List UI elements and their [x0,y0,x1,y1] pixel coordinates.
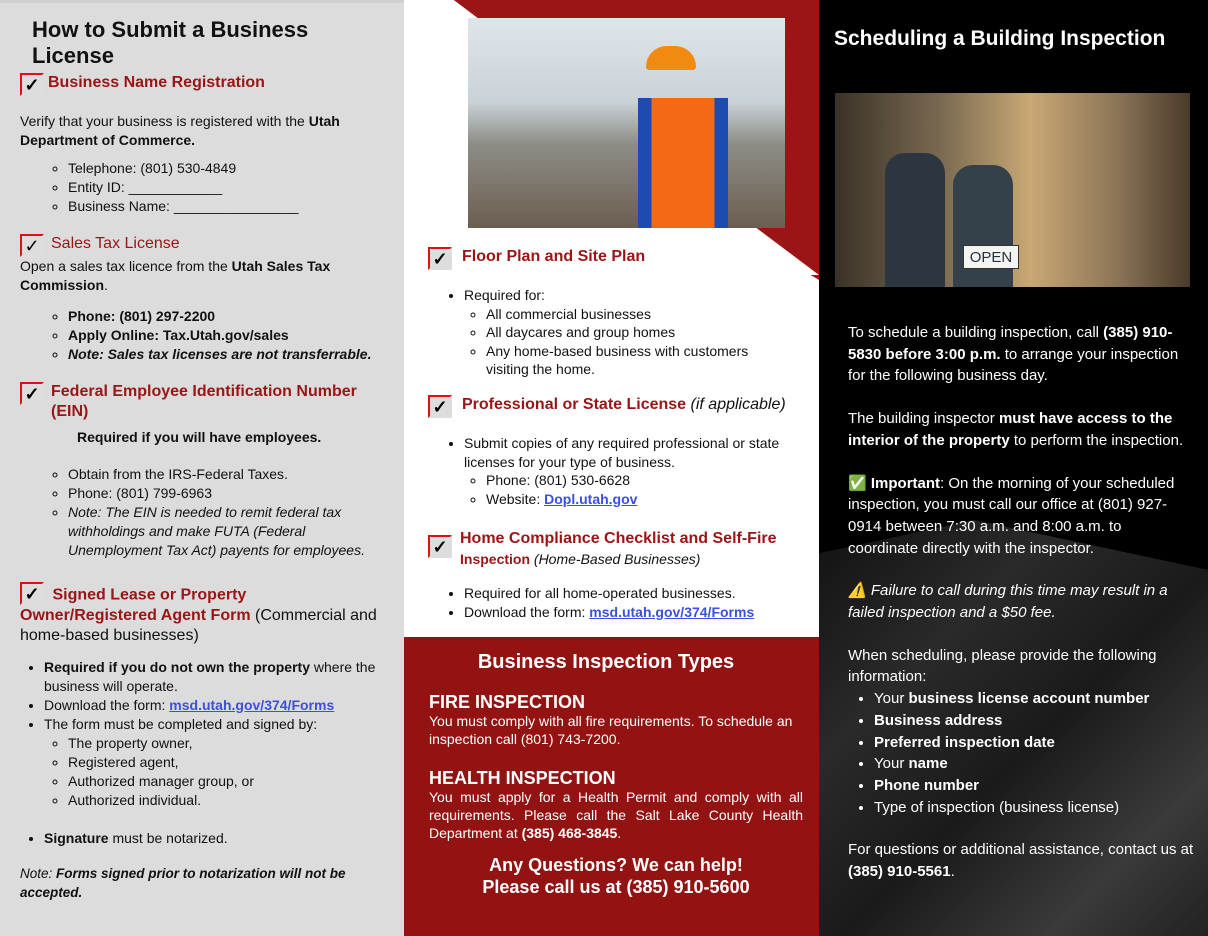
list [486,471,789,508]
fire-inspection-title: FIRE INSPECTION [429,692,586,712]
text: The building inspector [848,410,999,428]
list-item [464,603,789,622]
text: . [104,277,108,293]
warning-icon: ⚠️ [848,582,867,600]
info-list [874,688,1194,818]
text: Type of inspection (business license) [874,798,1120,816]
text: Download the form: [44,696,170,713]
paragraph [20,257,384,295]
text: . [617,825,622,841]
list-item [874,710,1194,732]
right-panel [819,0,1208,936]
heading-text: Sales Tax License [51,235,180,252]
checkmark-icon: ✓ [428,395,452,418]
check-mark-icon: ✅ [848,474,867,492]
section-heading [428,529,789,570]
text: You must apply for a Health Permit and comply with all requirements. Please call the Salt Lake County Health Department at [429,789,803,841]
section-heading [428,247,789,270]
text: Any Questions? We can help! [489,855,743,875]
floor-plan-section [428,243,789,379]
list [68,734,384,810]
list [68,307,384,364]
list-item [44,658,384,696]
heading-text [460,529,777,570]
list-item: ◦ Obtain from the IRS-Federal Taxes. [68,465,384,484]
checkmark-icon: ✓ [20,73,44,96]
heading-text: Business Name Registration [48,74,265,91]
questions-callout [429,854,803,898]
text: Your [874,690,909,708]
person-shape [885,153,945,287]
text: The form must be completed and signed by: [44,715,318,732]
list-item: ◦ Phone: (801) 799-6963 [68,484,384,503]
text: Signature [44,829,109,846]
heading-text: Floor Plan and Site Plan [462,248,646,265]
text: Download the form: [464,603,590,620]
list [486,305,789,379]
text: (385) 468-3845 [521,825,618,841]
checkmark-icon: ✓ [20,582,44,605]
list-item [874,753,1194,775]
text: To schedule a building inspection, call [848,324,1104,341]
list-item: ◦ Note: Sales tax licenses are not transferrable. [68,345,384,364]
paragraph [848,322,1194,387]
text: Failure to call during this time may result in a failed inspection and a $50 fee. [848,582,1168,622]
section-title: Business Inspection Types [477,651,735,673]
heading-text: (Commercial and home-based businesses) [20,606,377,644]
list-item: ◦ Entity ID: ____________ [68,178,384,197]
list-item: ◦ Registered agent, [68,753,384,772]
shop-owners-photo [835,93,1190,287]
list-item [44,715,384,810]
text: Utah Department of Commerce. [20,113,340,148]
subheading: Required if you will have employees. [77,429,322,445]
text: Forms signed prior to notarization will not be accepted. [20,865,346,900]
text: (Home-Based Businesses) [530,551,701,567]
panel-title: Scheduling a Building Inspection [834,27,1166,50]
list-item [874,732,1194,754]
list-item [44,829,384,848]
list-item: ◦ Business Name: ________________ [68,197,384,216]
list-item [464,434,789,508]
text: Home Compliance Checklist and Self-Fire [460,530,777,547]
worker-vest-shape [638,98,728,228]
health-inspection-title: HEALTH INSPECTION [429,768,616,788]
heading-text: Professional or State License [462,396,687,413]
text: to perform the inspection. [1009,431,1184,449]
section-heading [20,582,384,646]
text: must have access to the interior of the property [848,410,1173,449]
text: name [908,755,948,773]
paragraph: When scheduling, please provide the following information: [848,646,1157,686]
text: Important [870,474,941,492]
text: Required for: [464,287,545,303]
section-heading [20,73,384,96]
list-item [464,286,789,379]
scheduling-text [848,322,1194,904]
text: to arrange your inspection for the following business day. [848,345,1179,385]
list-item: ◦ Any home-based business with customers visiting the home. [486,342,789,379]
health-inspection-text [429,788,803,842]
text: Required if you do not own the property [44,658,310,675]
text: Utah Sales Tax Commission [20,258,331,293]
text: Business address [874,711,1003,729]
paragraph [848,839,1194,882]
text: Your [874,755,909,773]
list-item: ◦ The property owner, [68,734,384,753]
section-heading [20,234,384,257]
text: Please call us at (385) 910-5600 [482,877,750,897]
list-item [874,797,1194,819]
text: Submit copies of any required professional or state licenses for your type of business. [464,435,780,470]
text: For questions or additional assistance, contact us at [848,841,1194,859]
section-heading [428,395,789,418]
list-item: ◦ Authorized individual. [68,791,384,810]
heading-text: Signed Lease or Property Owner/Registered Agent Form [20,586,251,624]
inspection-types-box [404,637,819,936]
list-item: • Required for all home-operated businesses. [464,584,789,603]
text: Preferred inspection date [874,733,1055,751]
text: : On the morning of your scheduled inspection, you must call our office at (801) 927-0914 between 7:30 a.m. and 8:00 a.m. to coordinate directly with the inspector. [848,474,1175,557]
heading-text: (if applicable) [686,396,786,413]
list-item: ◦ Telephone: (801) 530-4849 [68,159,384,178]
list-item: ◦ Authorized manager group, or [68,772,384,791]
checkmark-icon: ✓ [428,535,452,558]
professional-license-section [428,391,789,508]
open-sign: OPEN [963,245,1019,269]
text: Website: [486,490,545,507]
checkmark-icon: ✓ [20,382,44,405]
left-panel [0,0,404,936]
forms-link[interactable]: msd.utah.gov/374/Forms [169,696,335,713]
text: (385) 910-5561 [848,863,951,881]
list [464,584,789,621]
middle-panel [404,0,819,936]
text: (385) 910-5830 before 3:00 p.m. [848,324,1173,363]
list-item: ◦ Phone: (801) 297-2200 [68,307,384,326]
list [44,658,384,848]
text: Open a sales tax licence from the [20,258,232,274]
text: must be notarized. [108,829,228,846]
paragraph [20,112,384,150]
home-compliance-section [428,525,789,621]
fire-inspection-text: You must comply with all fire requirements. To schedule an inspection call (801) 743-7200. [429,713,793,747]
list [68,159,384,216]
heading-text: Federal Employee Identification Number (EIN) [51,383,357,420]
forms-link[interactable]: msd.utah.gov/374/Forms [589,603,755,620]
text: Inspection [460,551,531,567]
text: . [950,863,955,881]
text: Verify that your business is registered with the [20,113,309,129]
list [68,465,384,560]
page-title: How to Submit a Business License [32,17,309,68]
checkmark-icon: ✓ [428,247,452,270]
list [464,286,789,379]
hardhat-shape [646,46,696,70]
list-item: ◦ Note: The EIN is needed to remit federal tax withholdings and make FUTA (Federal Unemployment Tax Act) payents for employees. [68,503,384,560]
list-item: ◦ All daycares and group homes [486,323,789,342]
list-item: ◦ Phone: (801) 530-6628 [486,471,789,490]
checkmark-icon: ✓ [20,234,44,257]
section-heading [20,382,384,422]
paragraph [848,473,1194,560]
list-item [874,775,1194,797]
dopl-link[interactable]: Dopl.utah.gov [544,490,638,507]
paragraph [848,580,1194,623]
list-item [486,490,789,509]
text: where the business will operate. [44,658,376,694]
note [20,864,384,902]
construction-worker-photo [468,18,785,228]
list-item [874,688,1194,710]
list-item: ◦ Apply Online: Tax.Utah.gov/sales [68,326,384,345]
text: Phone number [874,776,980,794]
paragraph [848,408,1194,451]
list-item: ◦ All commercial businesses [486,305,789,324]
text: business license account number [908,690,1150,708]
list-item [44,696,384,715]
list [464,434,789,508]
text: Note: [20,865,57,881]
